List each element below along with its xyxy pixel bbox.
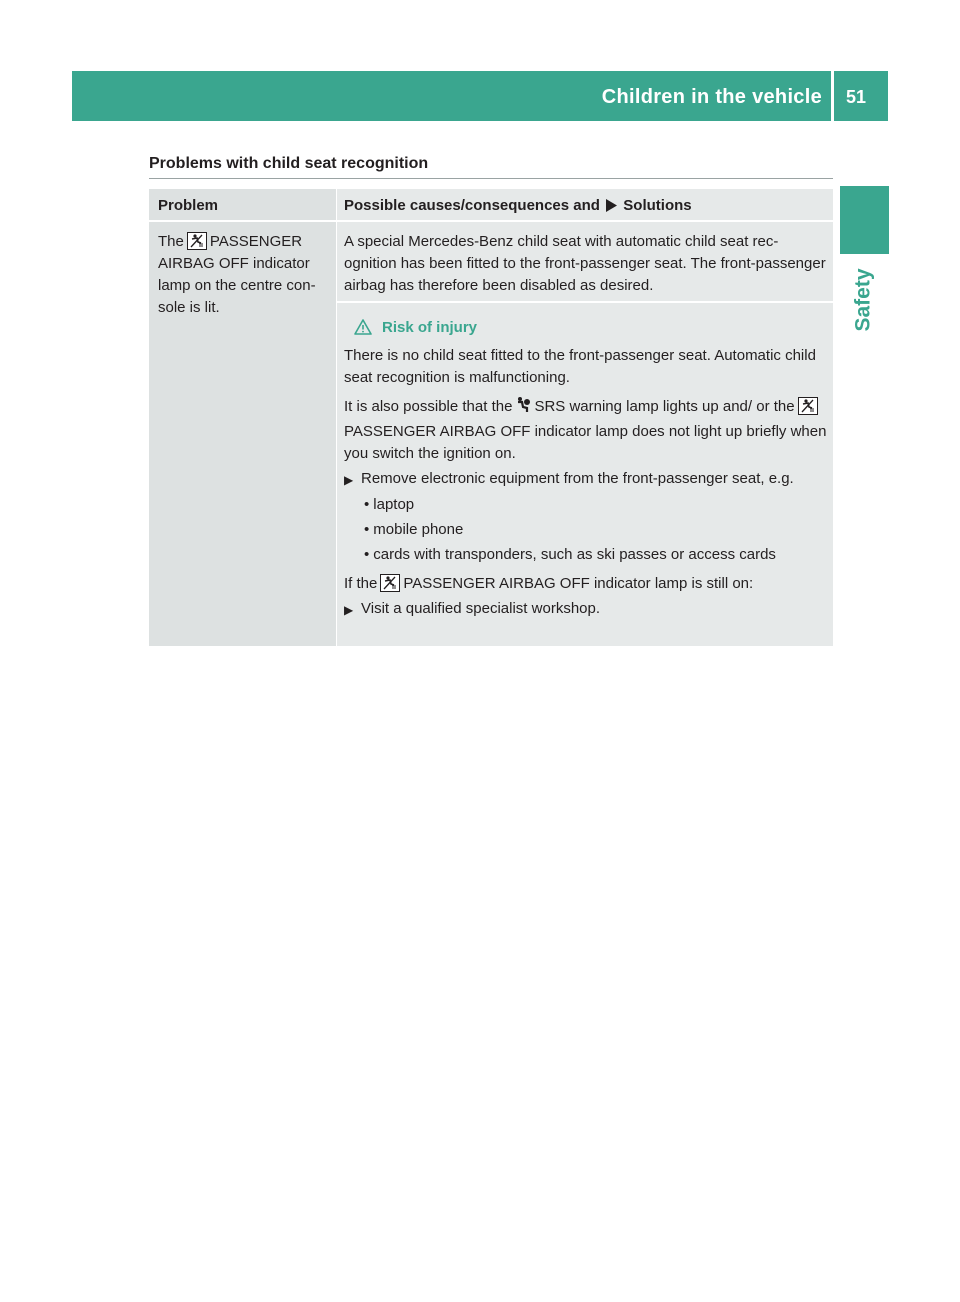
cause-separator <box>337 301 833 303</box>
table-header-problem: Problem <box>158 197 219 214</box>
warning-paragraph-2: It is also possible that the SRS warning lamp lights up and/ or thePASSENGER AIRBAG OFF indicator lamp does not light up briefly when you switch the ignition on. <box>344 398 827 462</box>
table-header-solutions: Possible causes/consequences and Solutions <box>344 197 692 214</box>
warning-title: Risk of injury <box>382 318 478 336</box>
list-item: • mobile phone <box>364 521 464 538</box>
solution-arrow-icon <box>606 199 617 212</box>
side-tab-label: Safety <box>852 268 875 332</box>
passenger-airbag-off-icon <box>380 574 400 592</box>
instruction-step: ▶ Visit a qualified specialist workshop. <box>344 598 828 621</box>
warning-paragraph-3: If the PASSENGER AIRBAG OFF indicator lamp is still on: <box>344 575 754 592</box>
warning-paragraph-1: There is no child seat fitted to the front-passenger seat. Automatic child seat recognition is malfunctioning. <box>344 347 816 386</box>
side-tab-marker <box>840 186 889 254</box>
warning-heading <box>354 316 828 338</box>
header-row-separator <box>149 220 833 222</box>
problem-cell: The PASSENGER AIRBAG OFF indicator lamp on the centre con-sole is lit. <box>158 233 316 316</box>
passenger-airbag-off-icon <box>187 232 207 250</box>
step-arrow-icon: ▶ <box>344 473 354 487</box>
header-divider <box>831 71 834 121</box>
cause-cell: A special Mercedes-Benz child seat with automatic child seat rec-ognition has been fitted to the front-passenger seat. The front-passenger airbag has therefore been disabled as desired. <box>344 233 826 294</box>
warning-triangle-icon <box>354 319 372 335</box>
step-arrow-icon: ▶ <box>344 603 354 617</box>
title-rule <box>149 178 833 179</box>
srs-warning-icon <box>515 396 531 421</box>
instruction-step: ▶ Remove electronic equipment from the front-passenger seat, e.g. <box>344 468 828 491</box>
passenger-airbag-off-icon <box>798 397 818 415</box>
list-item: • laptop <box>364 496 415 513</box>
section-title: Problems with child seat recognition <box>149 155 429 172</box>
page-number: 51 <box>846 87 867 107</box>
list-item: • cards with transponders, such as ski passes or access cards <box>364 546 776 563</box>
warning-block <box>344 316 828 621</box>
chapter-title: Children in the vehicle <box>601 86 822 108</box>
